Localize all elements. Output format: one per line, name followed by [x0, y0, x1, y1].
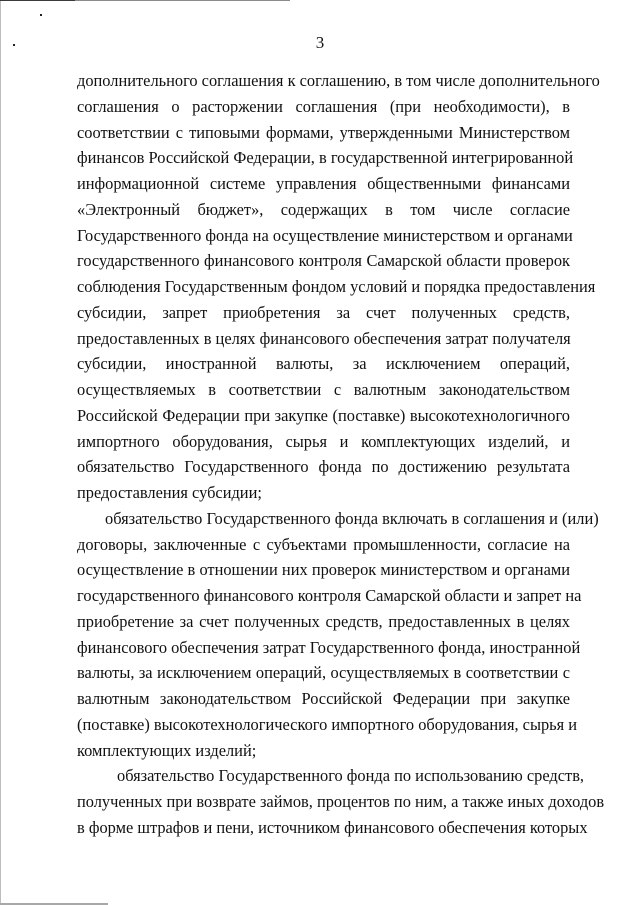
text-line: комплектующих изделий; [77, 740, 257, 760]
text-line: валютным законодательством Российской Федерации при закупке [77, 689, 570, 708]
text-line: государственного финансового контроля Самарской области проверок [77, 251, 570, 271]
text-line: соблюдения Государственным фондом условий и порядка предоставления [77, 277, 596, 296]
text-line: приобретение за счет полученных средств, предоставленных в целях [77, 611, 570, 631]
text-line: импортного оборудования, сырья и комплектующих изделий, и [77, 431, 570, 451]
text-line: обязательство Государственного фонда включать в соглашения и (или) [105, 508, 599, 528]
text-line: информационной системе управления общественными финансами [77, 174, 570, 193]
text-line: предоставления субсидии; [77, 483, 262, 502]
text-line: финансов Российской Федерации, в государственной интегрированной [77, 148, 574, 168]
text-line: предоставленных в целях финансового обеспечения затрат получателя [77, 328, 571, 348]
text-line: обязательство Государственного фонда по использованию средств, [117, 766, 585, 786]
text-line: полученных при возврате займов, процентов по ним, а также иных доходов [77, 792, 605, 811]
text-line: в форме штрафов и пени, источником финансового обеспечения которых [77, 817, 588, 837]
scan-edge-left [0, 0, 1, 905]
text-line: «Электронный бюджет», содержащих в том числе согласие [77, 199, 570, 219]
text-line: осуществление в отношении них проверок министерством и органами [77, 560, 570, 580]
document-body [77, 68, 605, 841]
text-line: Российской Федерации при закупке (поставке) высокотехнологичного [77, 405, 570, 425]
text-line: финансового обеспечения затрат Государственного фонда, иностранной [77, 637, 581, 657]
text-line: договоры, заключенные с субъектами промышленности, согласие на [77, 534, 570, 554]
text-line: государственного финансового контроля Самарской области и запрет на [77, 586, 582, 605]
text-line: субсидии, запрет приобретения за счет полученных средств, [77, 302, 570, 322]
text-line: субсидии, иностранной валюты, за исключением операций, [77, 354, 570, 374]
text-line: соглашения о расторжении соглашения (при необходимости), в [77, 96, 570, 116]
text-line: Государственного фонда на осуществление министерством и органами [77, 225, 573, 245]
text-line: осуществляемых в соответствии с валютным законодательством [77, 380, 570, 399]
text-line: соответствии с типовыми формами, утвержденными Министерством [77, 122, 570, 142]
text-line: (поставке) высокотехнологического импортного оборудования, сырья и [77, 714, 578, 734]
page-number: 3 [315, 33, 325, 52]
text-line: обязательство Государственного фонда по достижению результата [77, 457, 570, 477]
scan-edge-top-dark [0, 0, 75, 1]
text-line: дополнительного соглашения к соглашению, в том числе дополнительного [77, 71, 600, 90]
text-line: валюты, за исключением операций, осуществляемых в соответствии с [77, 663, 570, 683]
scan-speck [40, 14, 42, 16]
